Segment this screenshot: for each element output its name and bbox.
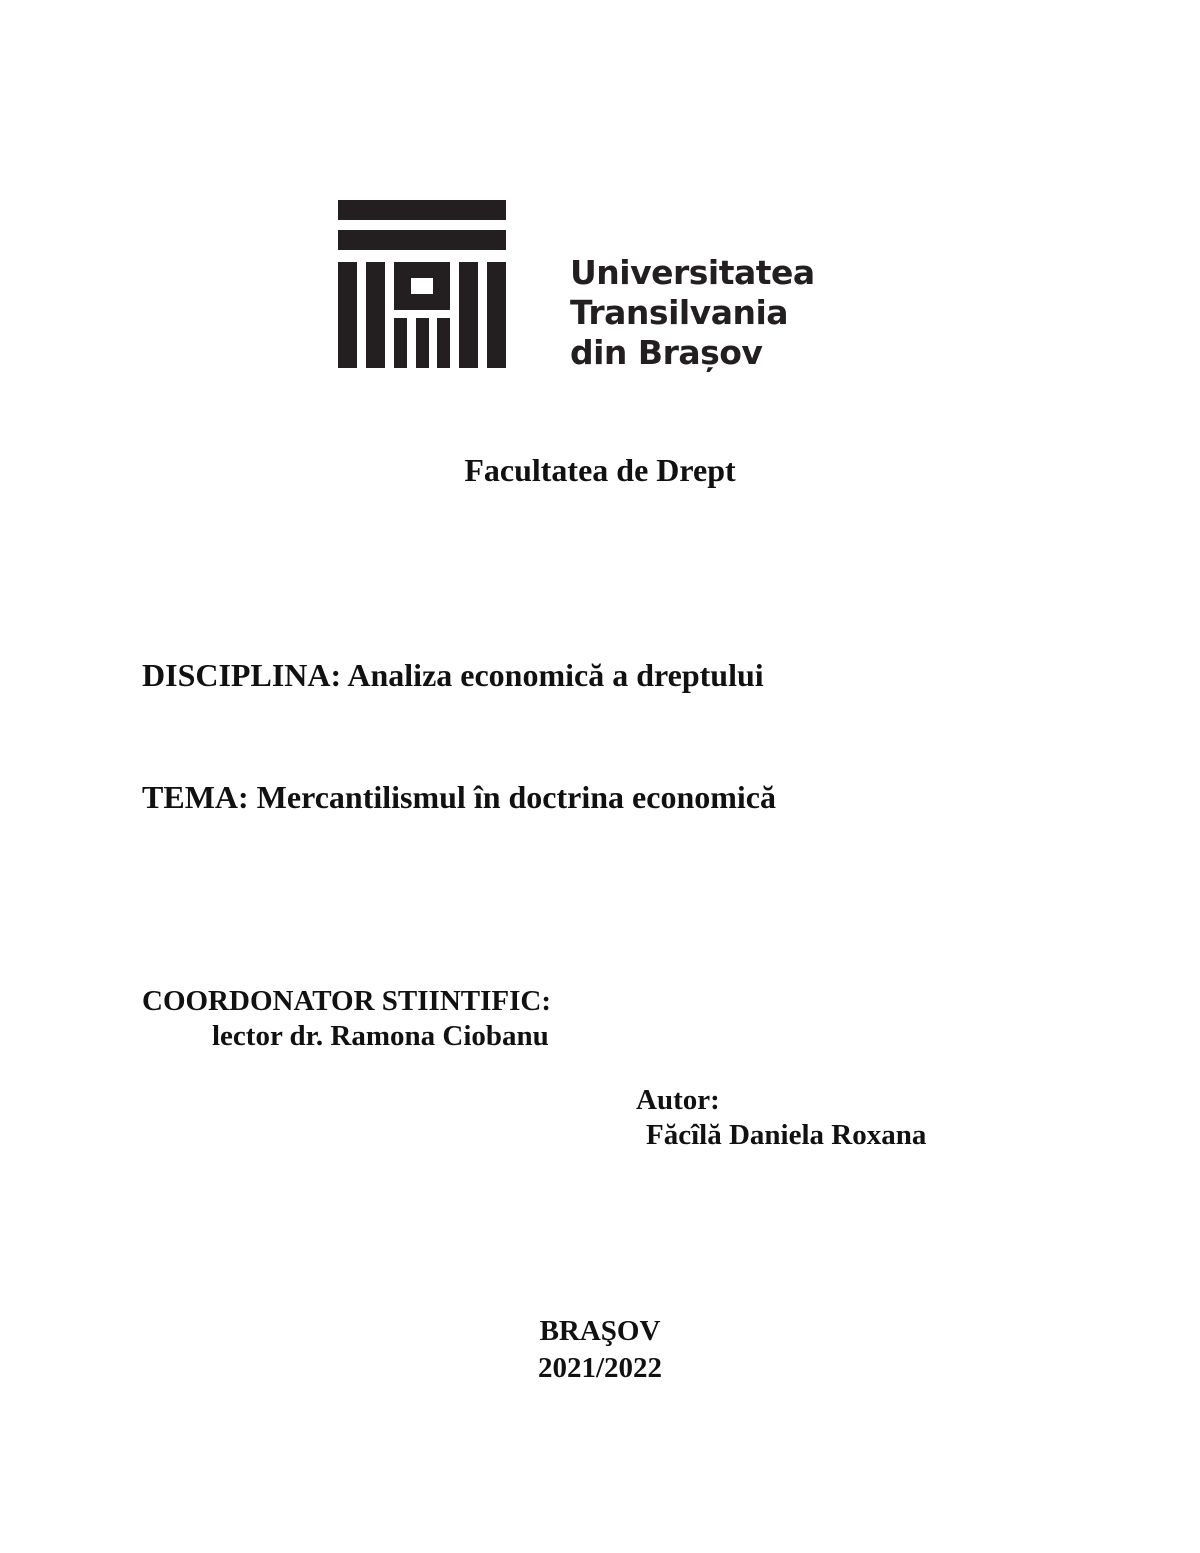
university-name-line-2: Transilvania [570,293,789,332]
author-name: Făcîlă Daniela Roxana [646,1119,927,1151]
university-name-line-3: din Brașov [570,333,763,372]
university-name [570,253,815,373]
university-name-line-1: Universitatea [570,253,815,292]
topic-line: TEMA: Mercantilismul în doctrina economică [142,779,776,815]
discipline-line: DISCIPLINA: Analiza economică a dreptului [142,657,764,693]
footer-year: 2021/2022 [537,1352,663,1384]
footer-city: BRAŞOV [539,1315,661,1347]
author-label: Autor: [636,1084,720,1116]
faculty-title: Facultatea de Drept [464,452,736,488]
coordinator-name: lector dr. Ramona Ciobanu [212,1020,549,1052]
coordinator-label: COORDONATOR STIINTIFIC: [142,985,552,1017]
university-emblem-icon [338,200,508,368]
